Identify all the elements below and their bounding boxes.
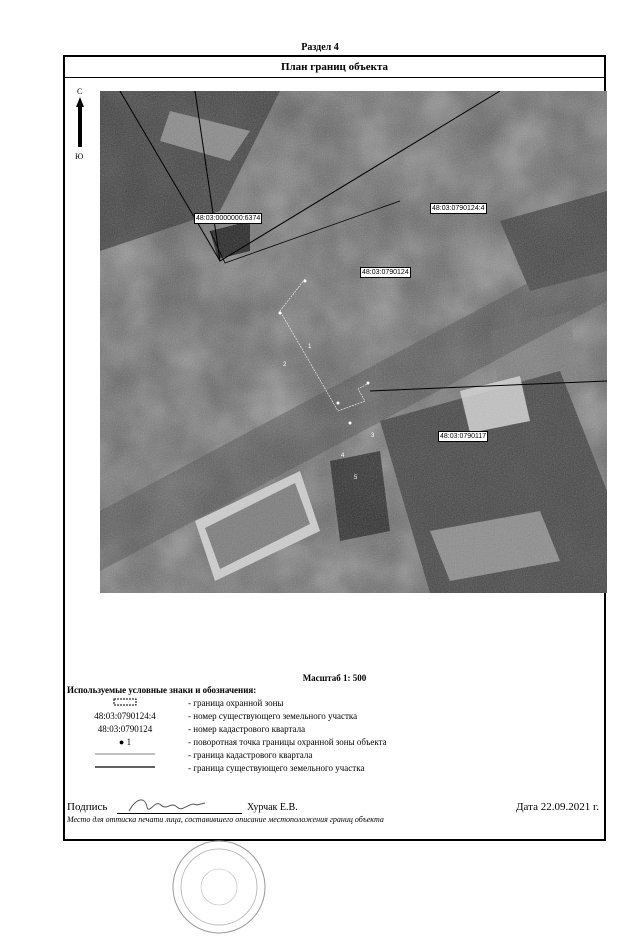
legend-symbol-text: 48:03:0790124:4	[94, 711, 156, 721]
north-arrow-icon	[75, 97, 85, 151]
aerial-photo	[100, 91, 607, 593]
seal-stamp	[169, 837, 269, 937]
signature-date: Дата 22.09.2021 г.	[516, 801, 599, 813]
legend-row	[65, 749, 605, 762]
map-label-parcel-6374: 48:03:0000000:6374	[196, 215, 261, 222]
compass-north-label: С	[77, 87, 83, 96]
map-scale: Масштаб 1: 500	[302, 673, 367, 683]
document-frame	[63, 55, 606, 841]
section-title: Раздел 4	[301, 42, 339, 53]
parcel-boundary-symbol	[65, 762, 185, 775]
aerial-map	[100, 91, 607, 593]
protection-zone-symbol	[65, 697, 185, 710]
legend-symbol-text: 48:03:0790124	[97, 724, 153, 734]
turning-point-symbol: ● 1	[118, 737, 132, 747]
page-header: План границ объекта	[65, 57, 604, 78]
legend-desc: - граница существующего земельного участка	[188, 763, 365, 773]
legend-title: Используемые условные знаки и обозначения:	[67, 685, 257, 695]
map-label-parcel-0117: 48:03:0790117	[440, 433, 487, 440]
legend-row	[65, 710, 605, 723]
compass-south-label: Ю	[75, 152, 84, 161]
legend-row	[65, 723, 605, 736]
legend-desc: - поворотная точка границы охранной зоны объекта	[188, 737, 387, 747]
point-label: 3	[371, 433, 375, 439]
quarter-boundary-symbol	[65, 749, 185, 762]
map-label-parcel-124-4: 48:03:0790124:4	[432, 205, 485, 212]
point-label: 5	[354, 475, 358, 481]
signature-label: Подпись	[67, 801, 108, 813]
legend-row	[65, 762, 605, 775]
point-label: 1	[308, 344, 312, 350]
point-label: 2	[283, 362, 287, 368]
handwritten-signature	[127, 795, 207, 817]
legend-row	[65, 736, 605, 749]
signatory-name: Хурчак Е.В.	[247, 802, 298, 813]
point-label: 4	[341, 453, 345, 459]
stamp-caption: Место для оттиска печати лица, составившего описание местоположения границ объекта	[67, 815, 384, 824]
legend-desc: - номер кадастрового квартала	[188, 724, 306, 734]
legend-row	[65, 697, 605, 710]
legend-desc: - граница кадастрового квартала	[188, 750, 313, 760]
legend-desc: - граница охранной зоны	[188, 698, 284, 708]
map-label-quarter: 48:03:0790124	[362, 269, 409, 276]
legend-desc: - номер существующего земельного участка	[188, 711, 358, 721]
legend	[65, 697, 605, 775]
compass	[73, 87, 91, 167]
